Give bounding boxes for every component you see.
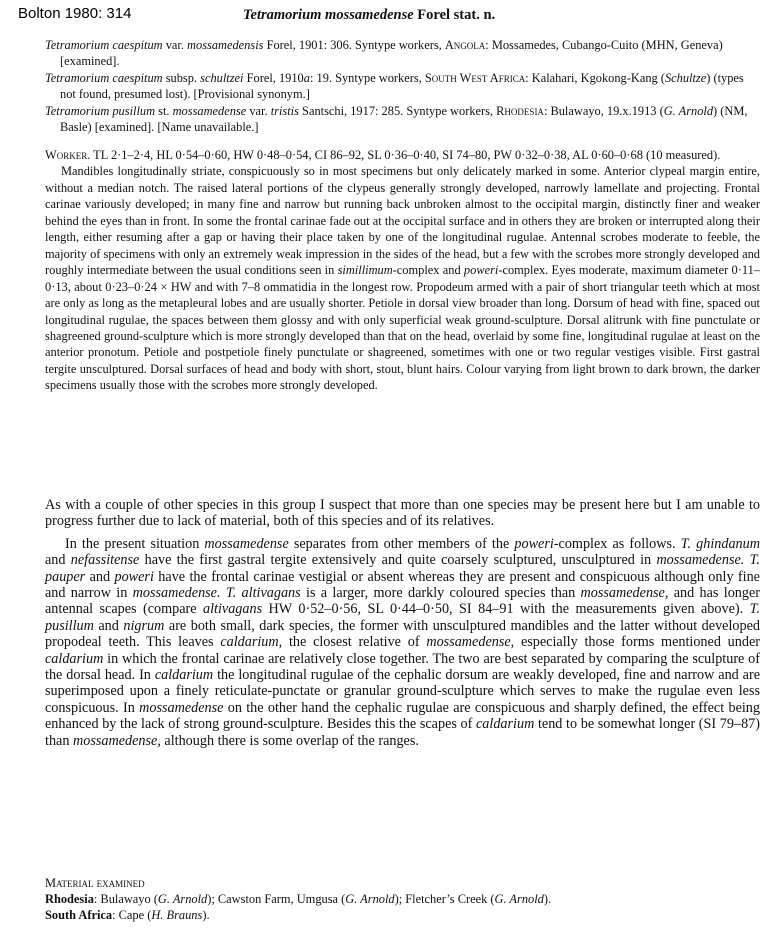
reference-header: Bolton 1980: 314 bbox=[18, 5, 132, 22]
synonym-entry: Tetramorium pusillum st. mossamedense var. tristis Santschi, 1917: 285. Syntype workers, Rhodesia: Bulawayo, 19.x.1913 (G. Arnold) (NM, Basle) [examined]. [Name unavailable.] bbox=[45, 104, 748, 134]
synonym-entry: Tetramorium caespitum subsp. schultzei Forel, 1910a: 19. Syntype workers, South West Africa: Kalahari, Kgokong-Kang (Schultze) (types not found, presumed lost). [Provisional synonym.] bbox=[45, 71, 744, 101]
synonym-entry: Tetramorium caespitum var. mossamedensis Forel, 1901: 306. Syntype workers, Angola: Mossamedes, Cubango-Cuito (MHN, Geneva) [examined]. bbox=[45, 38, 723, 68]
worker-measurements: Worker. TL 2·1–2·4, HL 0·54–0·60, HW 0·48–0·54, CI 86–92, SL 0·36–0·40, SI 74–80, PW 0·32–0·38, AL 0·60–0·68 (10 measured). bbox=[45, 148, 721, 162]
worker-description bbox=[45, 147, 760, 394]
species-author-status: Forel stat. n. bbox=[413, 7, 496, 23]
species-name: Tetramorium mossamedense bbox=[243, 7, 414, 23]
species-title bbox=[243, 7, 495, 24]
worker-description-text: Mandibles longitudinally striate, conspicuously so in most specimens but only delicately marked in some. Anterior clypeal margin entire, without a median notch. The raised lateral portions of the clypeus generally strongly developed, narrowly lamellate and projecting. Frontal carinae variously developed; in many fine and narrow but running back unbroken almost to the occipital margin, distinctly finer and weaker behind the eyes than in front. In some the frontal carinae fade out at the occipital surface and in others they are broken or interrupted along their length, either resuming after a gap or having their place taken by one of the longitudinal rugulae. Antennal scrobes moderate to feeble, the majority of specimens with only an extremely weak impression in the sides of the head, but a few with the scrobes more strongly developed and roughly intermediate between the usual conditions seen in simillimum-complex and poweri-complex. Eyes moderate, maximum diameter 0·11–0·13, about 0·23–0·24 × HW and with 7–8 ommatidia in the longest row. Propodeum armed with a pair of short triangular teeth which at most are only as long as the metapleural lobes and are usually shorter. Petiole in dorsal view broader than long. Dorsum of head with fine, spaced out longitudinal rugulae, the spaces between them glossy and with only superficial weak ground-sculpture. Dorsal alitrunk with fine punctulate or shagreened ground-sculpture which is more strongly developed than that on the head, overlaid by some fine, longitudinal rugulae at least on the anterior pronotum. Petiole and postpetiole finely punctulate or shagreened, sometimes with one or two regular vestiges visible. First gastral tergite unsculptured. Dorsal surfaces of head and body with short, stout, blunt hairs. Colour varying from light brown to dark brown, the darker specimens usually those with the scrobes more strongly developed. bbox=[45, 164, 760, 393]
discussion-paragraph: As with a couple of other species in this group I suspect that more than one species may be present here but I am unable to progress further due to lack of material, both of this species and of its relatives. bbox=[45, 497, 760, 530]
material-heading: Material examined bbox=[45, 876, 145, 890]
material-list: Rhodesia: Bulawayo (G. Arnold); Cawston Farm, Umgusa (G. Arnold); Fletcher’s Creek (G. Arnold). South Africa: Cape (H. Brauns). bbox=[45, 892, 552, 922]
discussion-paragraph: In the present situation mossamedense separates from other members of the poweri-complex as follows. T. ghindanum and nefassitense have the first gastral tergite extensively and quite coarsely sculptured, unsculptured in mossamedense. T. pauper and poweri have the frontal carinae vestigial or absent whereas they are present and conspicuous although only fine and narrow in mossamedense. T. altivagans is a larger, more darkly coloured species than mossamedense, and has longer antennal scapes (compare altivagans HW 0·52–0·56, SL 0·44–0·50, SI 84–91 with the measurements given above). T. pusillum and nigrum are both small, dark species, the former with unsculptured mandibles and the latter without developed propodeal teeth. This leaves caldarium, the closest relative of mossamedense, especially those forms mentioned under caldarium in which the frontal carinae are relatively close together. The two are best separated by comparing the sculpture of the dorsal head. In caldarium the longitudinal rugulae of the cephalic dorsum are weakly developed, fine and narrow and are superimposed upon a finely reticulate-punctate or granular ground-sculpture which serves to make the rugulae even less conspicuous. In mossamedense on the other hand the cephalic rugulae are conspicuous and sharply defined, the effect being enhanced by the lack of strong ground-sculpture. Besides this the scapes of caldarium tend to be somewhat longer (SI 79–87) than mossamedense, although there is some overlap of the ranges. bbox=[45, 535, 760, 749]
discussion bbox=[45, 497, 760, 755]
